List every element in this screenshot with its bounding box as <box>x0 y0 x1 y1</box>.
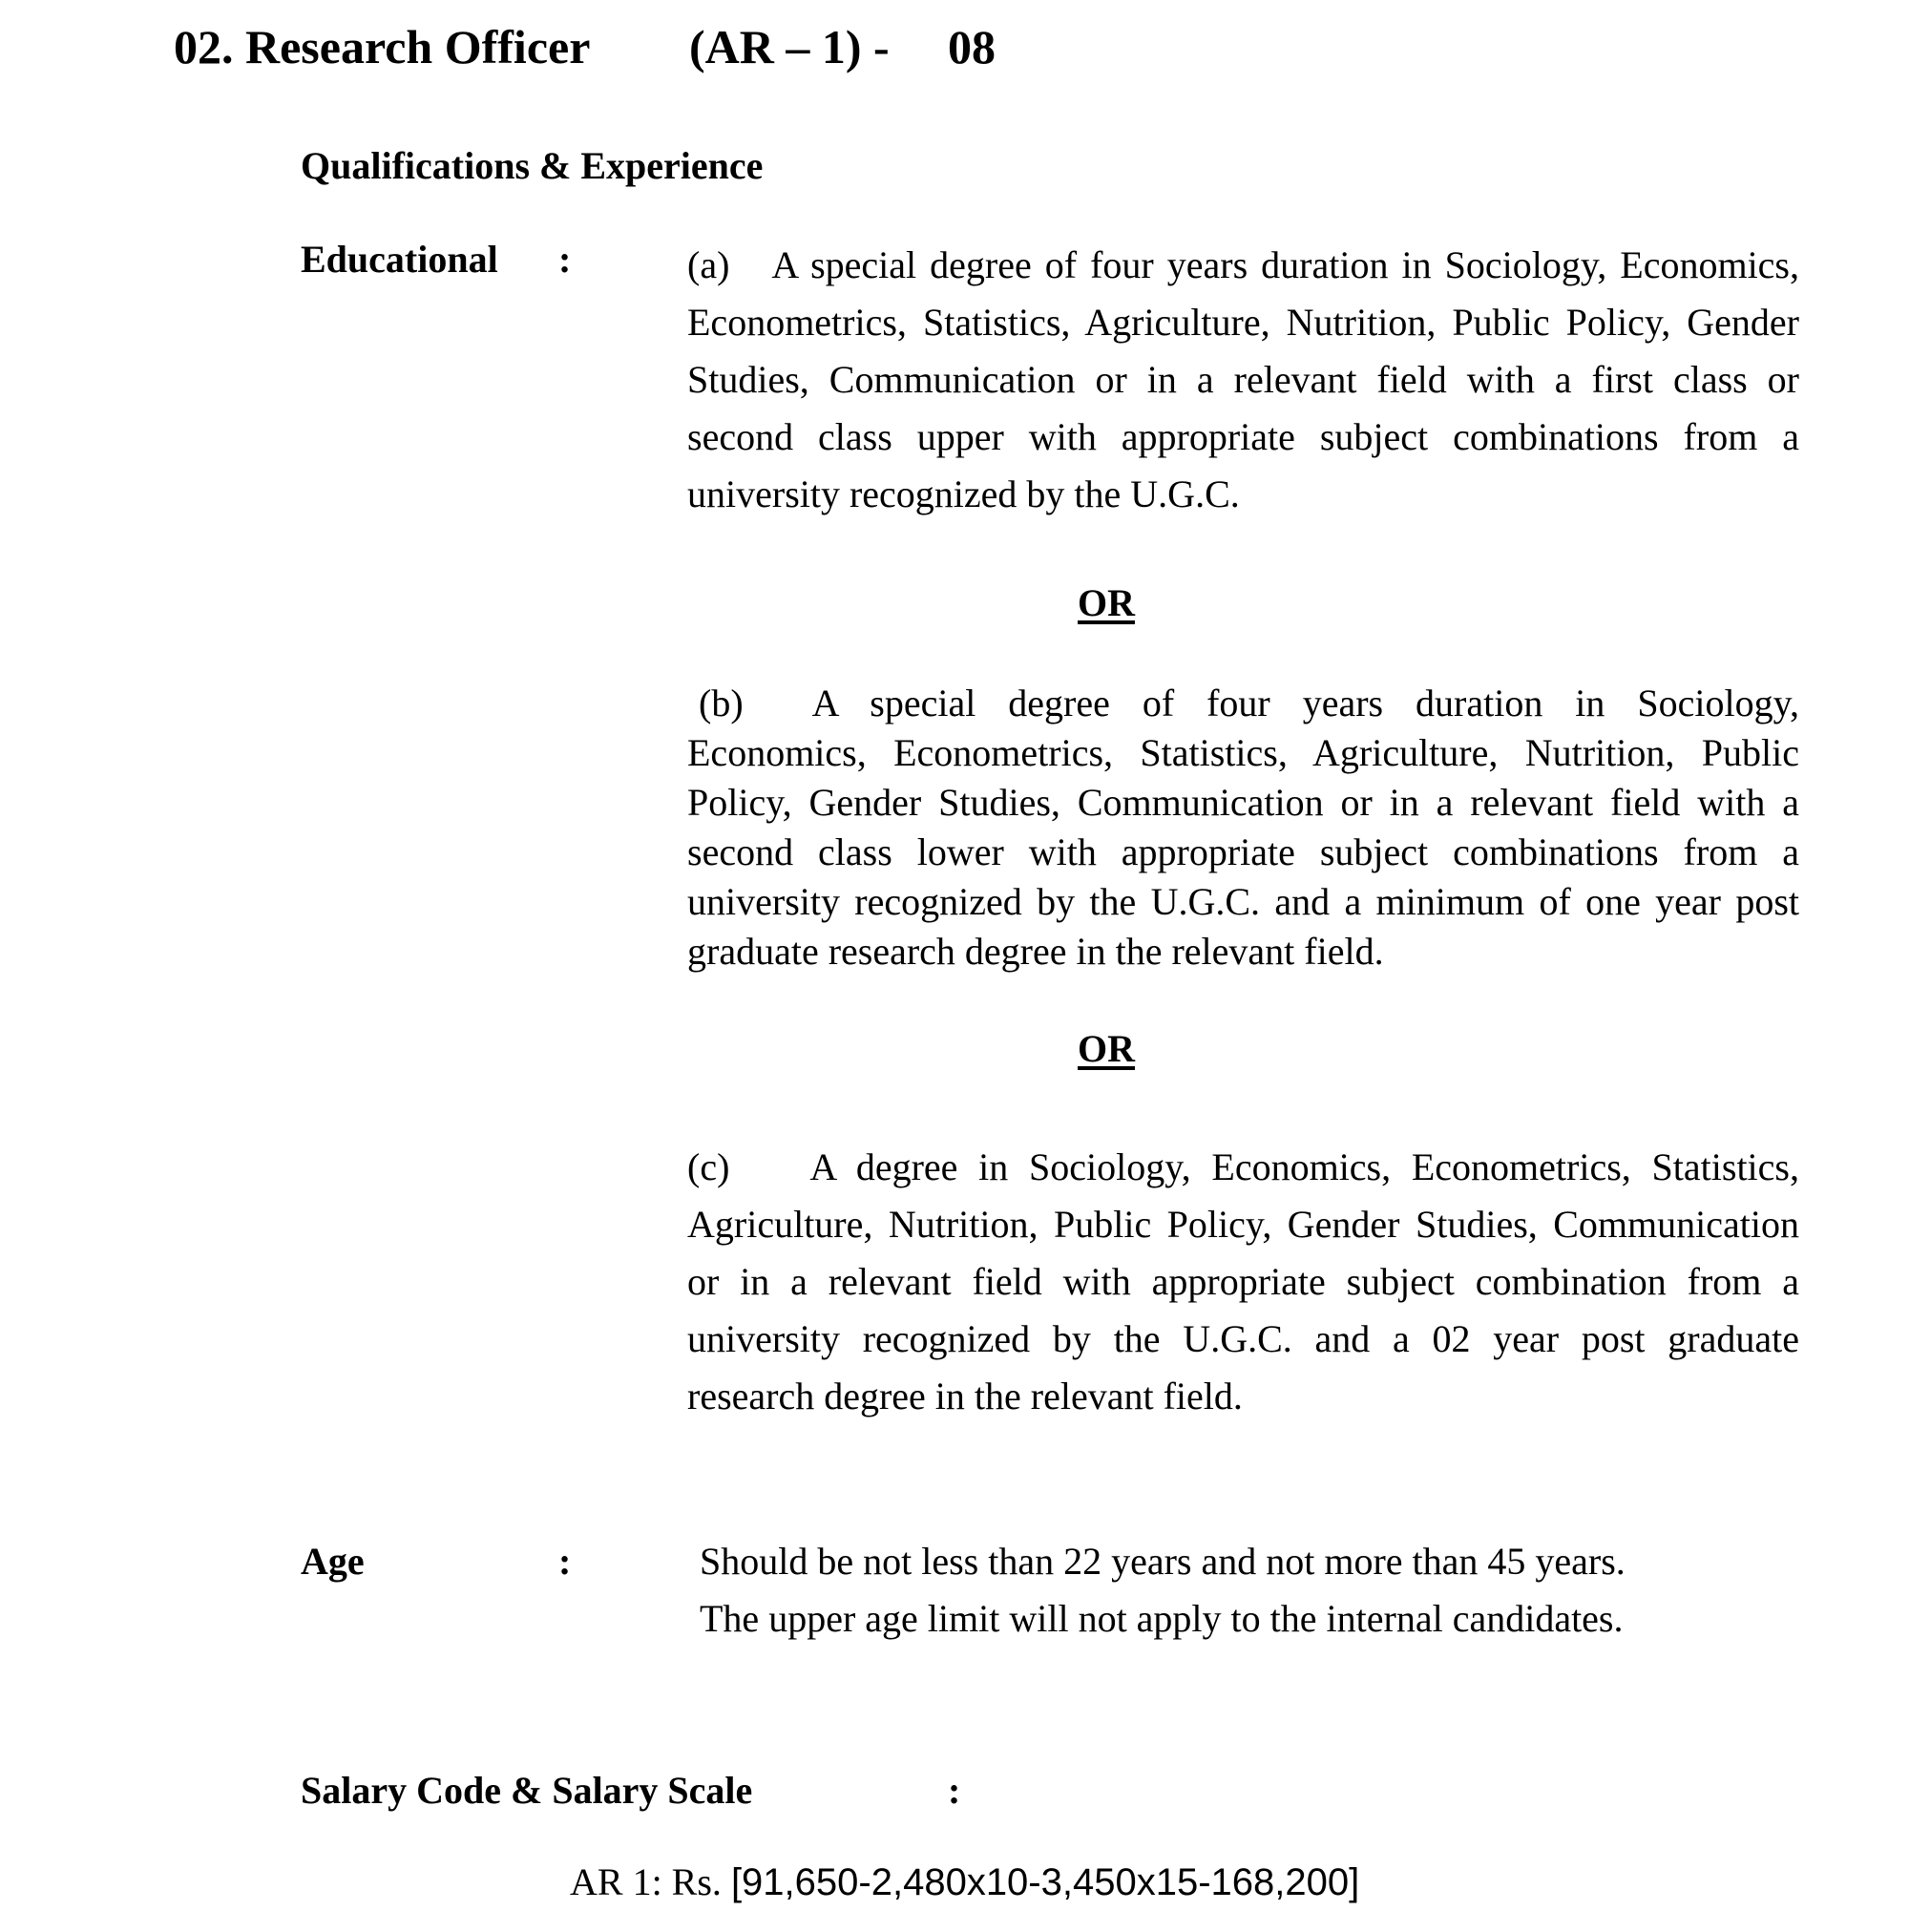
option-b <box>687 679 1799 976</box>
post-code: (AR – 1) - <box>689 20 890 74</box>
age-requirement-line-2: The upper age limit will not apply to the internal candidates. <box>700 1597 1624 1640</box>
salary-colon: : <box>948 1769 961 1812</box>
option-a-label: (a) <box>687 243 730 286</box>
option-a-text: A special degree of four years duration in Sociology, Economics, Econometrics, Statistics, Agriculture, Nutrition, Public Policy, Gender Studies, Communication or in a relevant field with a first class or second class upper with appropriate subject combinations from a university recognized by the U.G.C. <box>687 243 1799 515</box>
option-b-label: (b) <box>699 682 744 724</box>
option-c <box>687 1139 1799 1425</box>
educational-colon: : <box>558 238 572 281</box>
salary-label: Salary Code & Salary Scale <box>301 1769 753 1812</box>
salary-scale-line <box>570 1859 1359 1904</box>
educational-label: Educational <box>301 238 498 281</box>
or-separator-1: OR <box>1078 581 1135 624</box>
age-colon: : <box>558 1540 572 1583</box>
post-count: 08 <box>948 20 996 74</box>
option-c-label: (c) <box>687 1145 730 1188</box>
salary-scale: [91,650-2,480x10-3,450x15-168,200] <box>730 1861 1360 1903</box>
option-a <box>687 237 1799 523</box>
qualifications-heading: Qualifications & Experience <box>301 144 764 187</box>
salary-code: AR 1: Rs. <box>570 1860 722 1903</box>
post-title: 02. Research Officer <box>174 20 591 74</box>
age-requirement-line-1: Should be not less than 22 years and not more than 45 years. <box>700 1540 1626 1583</box>
or-separator-2: OR <box>1078 1027 1135 1070</box>
option-c-text: A degree in Sociology, Economics, Econometrics, Statistics, Agriculture, Nutrition, Public Policy, Gender Studies, Communication or in a relevant field with appropriate subject combination from a university recognized by the U.G.C. and a 02 year post graduate research degree in the relevant field. <box>687 1145 1799 1418</box>
age-label: Age <box>301 1540 365 1583</box>
option-b-text: A special degree of four years duration in Sociology, Economics, Econometrics, Statistics, Agriculture, Nutrition, Public Policy, Gender Studies, Communication or in a relevant field with a second class lower with appropriate subject combinations from a university recognized by the U.G.C. and a minimum of one year post graduate research degree in the relevant field. <box>687 682 1799 973</box>
